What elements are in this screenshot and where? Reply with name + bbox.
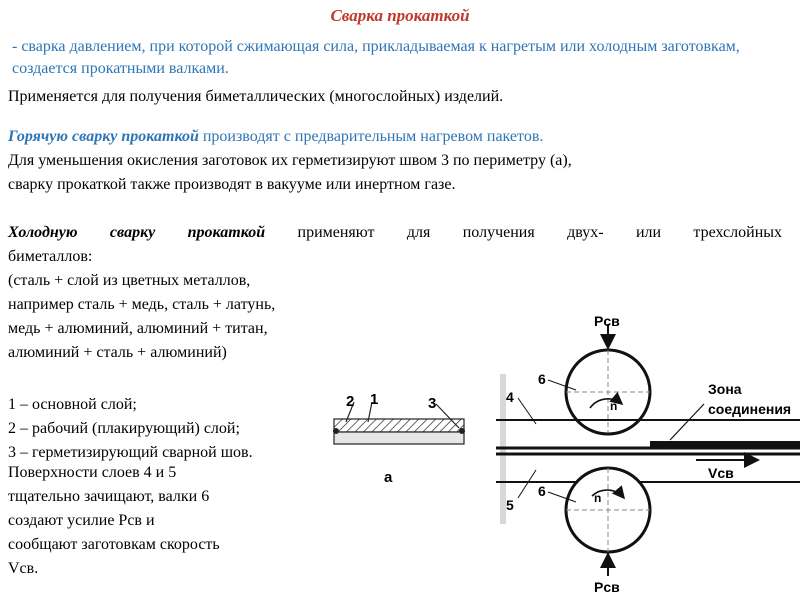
figure-a-label-3: 3 [428, 395, 437, 412]
hot-rolling-line1 [8, 126, 543, 148]
cold-example-4: алюминий + сталь + алюминий) [8, 344, 227, 361]
figure-a-label-1: 1 [370, 391, 379, 408]
working-layer [334, 419, 464, 432]
figure-a-package [324, 386, 474, 486]
hot-rolling-line2: Для уменьшения окисления заготовок их герметизируют швом 3 по периметру (а), [8, 152, 572, 169]
surface-text-4: сообщают заготовкам скорость [8, 536, 220, 553]
strip-label-4: 4 [506, 389, 514, 405]
cold-example-3: медь + алюминий, алюминий + титан, [8, 320, 268, 337]
cold-rolling-emphasis: Холодную сварку прокаткой [8, 224, 266, 241]
weld-seam-left [333, 428, 339, 434]
layer-item-2: 2 – рабочий (плакирующий) слой; [8, 420, 240, 437]
layer-item-3: 3 – герметизирующий сварной шов. [8, 444, 253, 461]
weld-seam-right [459, 428, 465, 434]
cold-rolling-rest: применяют для получения двух- или трехслойных [265, 224, 783, 241]
force-label-bottom: Pсв [594, 579, 620, 595]
cold-rolling-line2: биметаллов: [8, 248, 93, 265]
figure-roll-bonding [496, 312, 800, 600]
force-label-top: Pсв [594, 313, 620, 329]
surface-text-1: Поверхности слоев 4 и 5 [8, 464, 177, 481]
zone-label-line2: соединения [708, 401, 792, 417]
application-text: Применяется для получения биметаллических (многослойных) изделий. [8, 88, 504, 105]
bonding-zone [650, 441, 800, 449]
figure-a-caption: а [384, 469, 393, 486]
slide-title: Сварка прокаткой [330, 6, 470, 25]
surface-text-2: тщательно зачищают, валки 6 [8, 488, 210, 505]
strip-label-5: 5 [506, 497, 514, 513]
roll-label-top: 6 [538, 371, 546, 387]
figure-a-label-2: 2 [346, 393, 355, 410]
layer-item-1: 1 – основной слой; [8, 396, 137, 413]
rotation-label-bottom: n [594, 491, 602, 505]
roll-label-bottom: 6 [538, 483, 546, 499]
surface-text-5: Vсв. [8, 560, 39, 577]
cold-example-1: (сталь + слой из цветных металлов, [8, 272, 251, 289]
hot-rolling-line3: сварку прокаткой также производят в вакууме или инертном газе. [8, 176, 456, 193]
hot-rolling-emphasis: Горячую сварку прокаткой [8, 128, 199, 145]
zone-label-line1: Зона [708, 381, 742, 397]
cold-rolling-line1 [8, 222, 782, 244]
rotation-label-top: n [610, 399, 618, 413]
definition-text: - сварка давлением, при которой сжимающая сила, прикладываемая к нагретым или холодным заготовкам, создается прокатными валками. [12, 38, 740, 77]
surface-text-3: создают усилие Pсв и [8, 512, 155, 529]
velocity-label: Vсв [708, 465, 734, 481]
hot-rolling-rest: производят с предварительным нагревом пакетов. [198, 128, 544, 145]
cold-example-2: например сталь + медь, сталь + латунь, [8, 296, 276, 313]
base-layer [334, 432, 464, 444]
